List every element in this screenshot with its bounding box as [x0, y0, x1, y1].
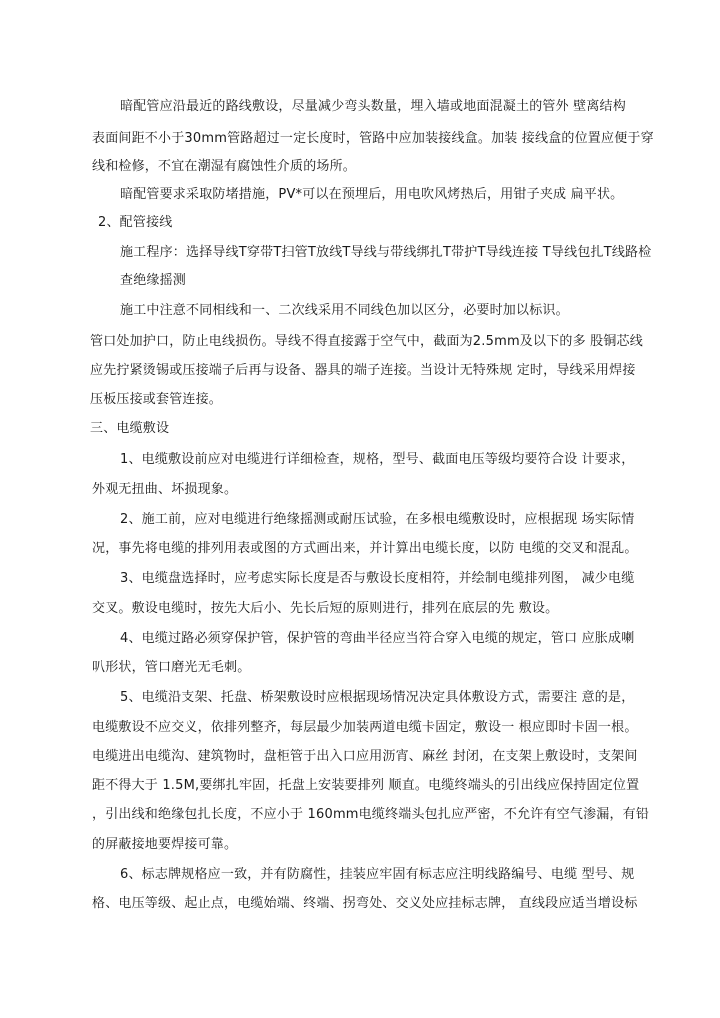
text-line: 暗配管要求采取防堵措施，PV*可以在预埋后，用电吹风烤热后，用钳子夹成 扁平状。 — [120, 187, 624, 202]
text-line: 施工程序：选择导线T穿带T扫管T放线T导线与带线绑扎T带护T导线连接 T导线包扎T线路检 — [120, 245, 652, 260]
text-line: 管口处加护口，防止电线损伤。导线不得直接露于空气中，截面为2.5mm及以下的多 股铜芯线 — [90, 334, 643, 349]
text-line: 线和检修，不宜在潮湿有腐蚀性介质的场所。 — [92, 159, 357, 174]
text-line: 6、标志牌规格应一致，并有防腐性，挂装应牢固有标志应注明线路编号、电缆 型号、规 — [120, 867, 635, 882]
text-line: 3、电缆盘选择时，应考虑实际长度是否与敷设长度相符，并绘制电缆排列图， 减少电缆 — [120, 571, 635, 586]
text-line: 4、电缆过路必须穿保护管，保护管的弯曲半径应当符合穿入电缆的规定，管口 应胀成喇 — [120, 631, 635, 646]
section-heading: 三、电缆敷设 — [90, 421, 170, 436]
text-line: 1、电缆敷设前应对电缆进行详细检查，规格，型号、截面电压等级均要符合设 计要求， — [120, 452, 635, 467]
text-line: 外观无扭曲、坏损现象。 — [92, 482, 238, 497]
text-line: 电缆敷设不应交义，依排列整齐，每层最少加装两道电缆卡固定，敷设一 根应即时卡固一根。 — [92, 720, 638, 735]
text-line: 施工中注意不同相线和一、二次线采用不同线色加以区分，必要时加以标识。 — [120, 303, 569, 318]
text-line: 的屏蔽接地要焊接可靠。 — [92, 837, 238, 852]
text-line: 距不得大于 1.5M,要绑扎牢固，托盘上安装要排列 顺直。电缆终端头的引出线应保持固定位置 — [92, 778, 640, 793]
text-line: 暗配管应沿最近的路线敷设，尽量减少弯头数量，埋入墙或地面混凝土的管外 壁离结构 — [120, 99, 626, 114]
text-line: 表面间距不小于30mm管路超过一定长度时，管路中应加装接线盒。加装 接线盒的位置应便于穿 — [92, 131, 654, 146]
text-line: 叭形状，管口磨光无毛刺。 — [92, 660, 251, 675]
text-line: 查绝缘摇测 — [120, 273, 187, 288]
text-line: 况，事先将电缆的排列用表或图的方式画出来，并计算出电缆长度，以防 电缆的交叉和混乱。 — [92, 541, 638, 556]
text-line: 电缆进出电缆沟、建筑物时，盘柜管于出入口应用沥宵、麻丝 封闭，在支架上敷设时，支架间 — [92, 749, 638, 764]
text-line: ，引出线和绝缘包扎长度，不应小于 160mm电缆终端头包扎应严密，不允许有空气渗漏，有铅 — [92, 807, 650, 822]
section-heading: 2、配管接线 — [98, 215, 173, 230]
text-line: 格、电压等级、起止点，电缆始端、终端、拐弯处、交义处应挂标志牌， 直线段应适当增设标 — [92, 896, 638, 911]
text-line: 压板压接或套管连接。 — [90, 392, 223, 407]
text-line: 应先拧紧烫锡或压接端子后再与设备、器具的端子连接。当设计无特殊规 定时，导线采用焊接 — [90, 363, 636, 378]
text-line: 2、施工前，应对电缆进行绝缘摇测或耐压试验，在多根电缆敷设时，应根据现 场实际情 — [120, 512, 635, 527]
text-line: 交叉。敷设电缆时，按先大后小、先长后短的原则进行，排列在底层的先 敷设。 — [92, 601, 559, 616]
text-line: 5、电缆沿支架、托盘、桥架敷设时应根据现场情况决定具体敷设方式，需要注 意的是， — [120, 690, 635, 705]
